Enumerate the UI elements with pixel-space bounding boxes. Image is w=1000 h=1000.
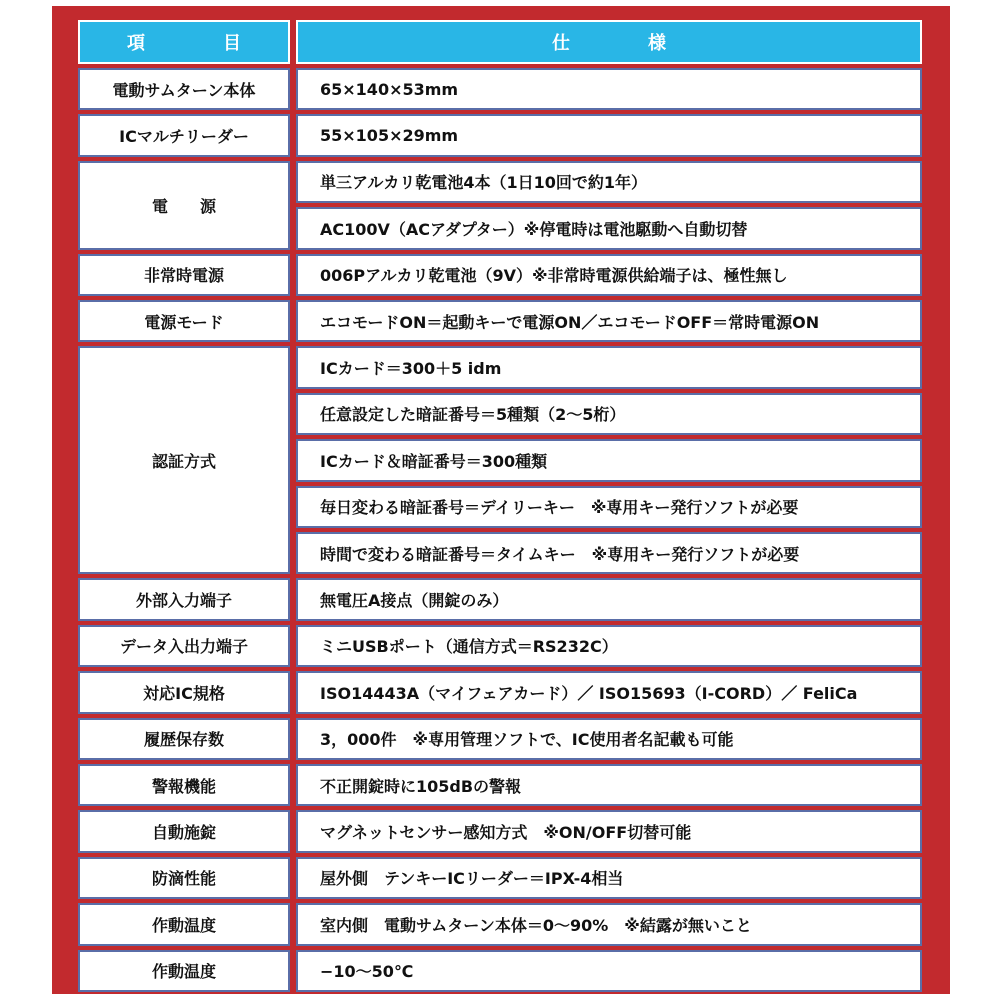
- row-label: 認証方式: [78, 346, 290, 574]
- row-label: 警報機能: [78, 764, 290, 806]
- row-value: ミニUSBポート（通信方式＝RS232C）: [296, 625, 922, 667]
- row-label: ICマルチリーダー: [78, 114, 290, 156]
- row-value: AC100V（ACアダプター）※停電時は電池駆動へ自動切替: [296, 207, 922, 249]
- row-value: 毎日変わる暗証番号＝デイリーキー ※専用キー発行ソフトが必要: [296, 486, 922, 528]
- row-value: 単三アルカリ乾電池4本（1日10回で約1年）: [296, 161, 922, 203]
- row-value: 屋外側 テンキーICリーダー＝IPX-4相当: [296, 857, 922, 899]
- row-value: 室内側 電動サムターン本体＝0～90% ※結露が無いこと: [296, 903, 922, 945]
- row-label: 電動サムターン本体: [78, 68, 290, 110]
- row-value: −10～50℃: [296, 950, 922, 992]
- row-value: 時間で変わる暗証番号＝タイムキー ※専用キー発行ソフトが必要: [296, 532, 922, 574]
- row-label: 電源モード: [78, 300, 290, 342]
- row-label: 非常時電源: [78, 254, 290, 296]
- row-label: 電 源: [78, 161, 290, 250]
- row-value: ICカード＆暗証番号＝300種類: [296, 439, 922, 481]
- row-label: 履歴保存数: [78, 718, 290, 760]
- row-label: 作動温度: [78, 950, 290, 992]
- row-label: 自動施錠: [78, 810, 290, 852]
- row-value: 55×105×29mm: [296, 114, 922, 156]
- row-value: 無電圧A接点（開錠のみ）: [296, 578, 922, 620]
- row-value: マグネットセンサー感知方式 ※ON/OFF切替可能: [296, 810, 922, 852]
- row-value: ICカード＝300＋5 idm: [296, 346, 922, 388]
- row-value: ISO14443A（マイフェアカード）／ ISO15693（I-CORD）／ FeliCa: [296, 671, 922, 713]
- row-label: 作動温度: [78, 903, 290, 945]
- header-item: 項 目: [78, 20, 290, 64]
- row-value: 不正開錠時に105dBの警報: [296, 764, 922, 806]
- header-spec: 仕 様: [296, 20, 922, 64]
- row-value: 006Pアルカリ乾電池（9V）※非常時電源供給端子は、極性無し: [296, 254, 922, 296]
- row-label: 外部入力端子: [78, 578, 290, 620]
- row-label: 防滴性能: [78, 857, 290, 899]
- row-value: 65×140×53mm: [296, 68, 922, 110]
- row-label: 対応IC規格: [78, 671, 290, 713]
- row-value: 任意設定した暗証番号＝5種類（2～5桁）: [296, 393, 922, 435]
- row-label: データ入出力端子: [78, 625, 290, 667]
- row-value: エコモードON＝起動キーで電源ON／エコモードOFF＝常時電源ON: [296, 300, 922, 342]
- row-value: 3，000件 ※専用管理ソフトで、IC使用者名記載も可能: [296, 718, 922, 760]
